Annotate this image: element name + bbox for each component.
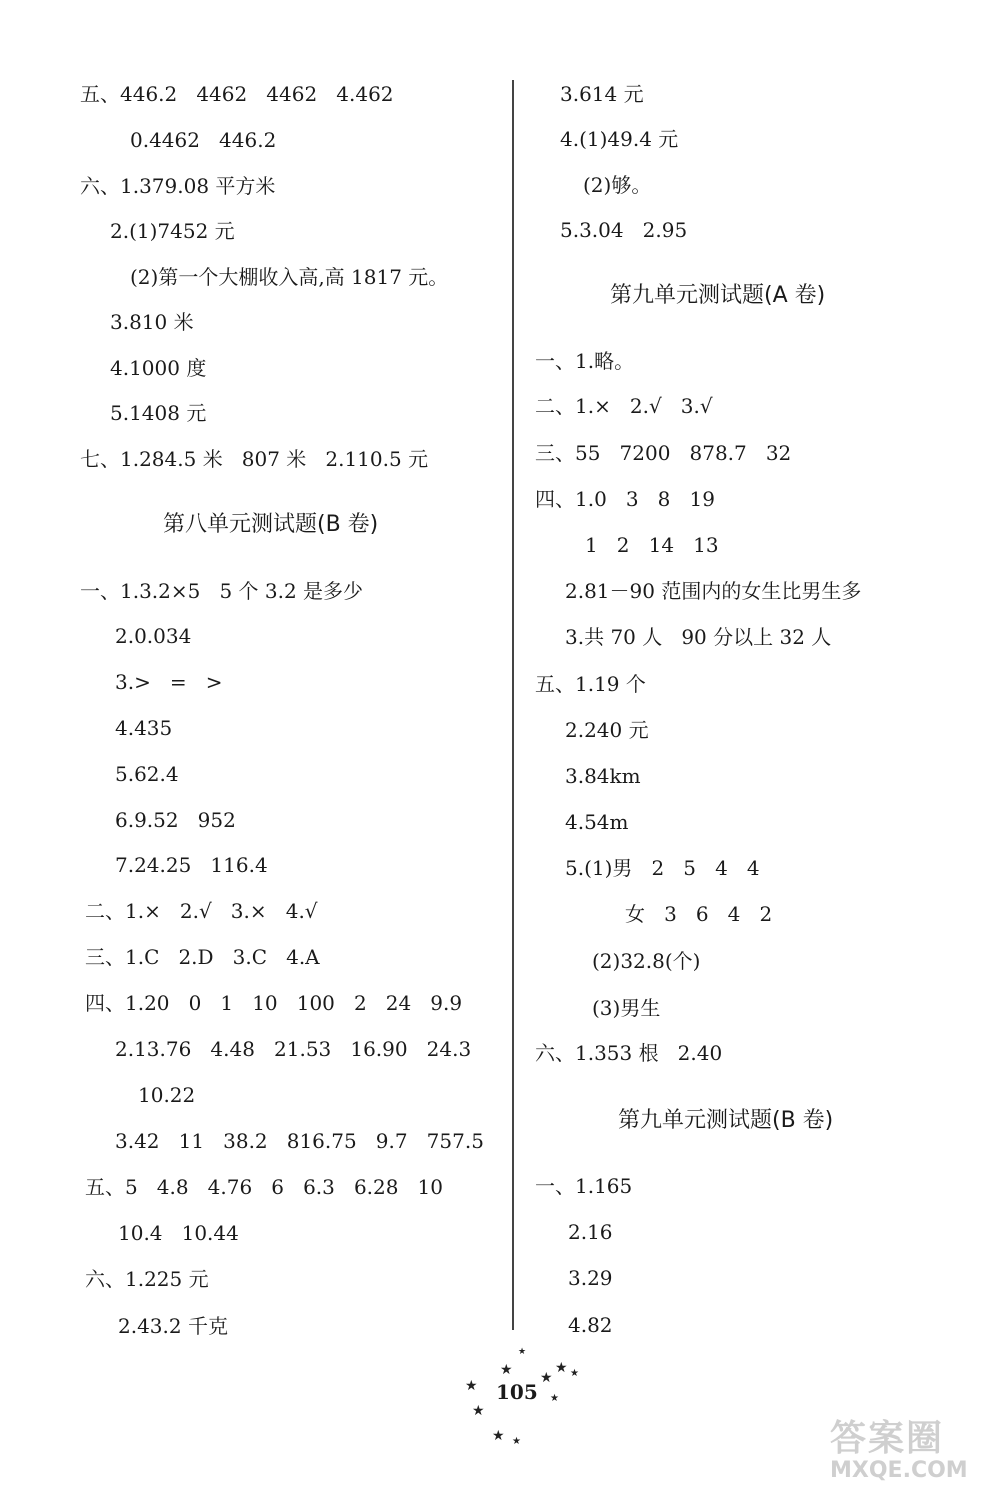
answer-line: 2.(1)7452 元: [110, 219, 235, 243]
answer-line: 2.81－90 范围内的女生比男生多: [565, 579, 862, 603]
watermark-url: MXQE.COM: [830, 1458, 968, 1483]
answer-line: 七、1.284.5 米 807 米 2.110.5 元: [80, 447, 429, 471]
answer-line: 2.13.76 4.48 21.53 16.90 24.3: [115, 1037, 472, 1061]
star-icon: ★: [472, 1403, 485, 1419]
answer-line: 4.82: [568, 1313, 613, 1337]
answer-line: 4.1000 度: [110, 356, 207, 380]
answer-line: 一、1.3.2×5 5 个 3.2 是多少: [80, 579, 364, 603]
section-heading: 第九单元测试题(A 卷): [610, 283, 826, 308]
answer-line: (2)够。: [583, 173, 652, 197]
answer-line: 3.614 元: [560, 82, 644, 106]
answer-line: 5.1408 元: [110, 401, 207, 425]
star-icon: ★: [492, 1428, 505, 1444]
answer-line: 3.共 70 人 90 分以上 32 人: [565, 625, 832, 649]
answer-line: 2.240 元: [565, 718, 649, 742]
answer-line: (2)第一个大棚收入高,高 1817 元。: [130, 265, 449, 289]
answer-line: 二、1.× 2.√ 3.√: [535, 394, 713, 418]
answer-line: 一、1.略。: [535, 349, 635, 373]
answer-line: 一、1.165: [535, 1174, 633, 1198]
answer-line: 四、1.20 0 1 10 100 2 24 9.9: [85, 991, 463, 1015]
answer-line: 7.24.25 116.4: [115, 853, 268, 877]
answer-line: 四、1.0 3 8 19: [535, 487, 715, 511]
answer-line: 2.0.034: [115, 624, 192, 648]
section-heading: 第九单元测试题(B 卷): [618, 1108, 834, 1133]
answer-line: 五、1.19 个: [535, 672, 646, 696]
answer-line: 二、1.× 2.√ 3.× 4.√: [85, 899, 318, 923]
answer-line: 女 3 6 4 2: [625, 902, 773, 926]
answer-line: 六、1.353 根 2.40: [535, 1041, 723, 1065]
answer-line: 三、1.C 2.D 3.C 4.A: [85, 945, 320, 969]
star-icon: ★: [512, 1436, 521, 1447]
answer-line: 10.4 10.44: [118, 1221, 239, 1245]
answer-line: 3.84km: [565, 764, 641, 788]
answer-line: 1 2 14 13: [585, 533, 719, 557]
answer-line: 5.(1)男 2 5 4 4: [565, 856, 760, 880]
star-icon: ★: [518, 1347, 527, 1357]
answer-line: 三、55 7200 878.7 32: [535, 441, 792, 465]
answer-line: (3)男生: [592, 996, 661, 1020]
answer-line: 六、1.379.08 平方米: [80, 174, 276, 198]
watermark-logo: 答案圈: [830, 1418, 945, 1459]
answer-line: 0.4462 446.2: [130, 128, 277, 152]
answer-line: 5.62.4: [115, 762, 179, 786]
section-heading: 第八单元测试题(B 卷): [163, 512, 379, 537]
star-icon: ★: [570, 1368, 579, 1379]
answer-line: 3.42 11 38.2 816.75 9.7 757.5: [115, 1129, 484, 1153]
column-divider: [512, 80, 514, 1330]
answer-line: 3.810 米: [110, 310, 194, 334]
answer-line: 4.54m: [565, 810, 629, 834]
star-icon: ★: [500, 1362, 513, 1378]
star-icon: ★: [540, 1370, 553, 1386]
answer-line: 3.29: [568, 1266, 613, 1290]
star-icon: ★: [555, 1360, 568, 1376]
answer-line: (2)32.8(个): [592, 949, 701, 973]
answer-line: 五、5 4.8 4.76 6 6.3 6.28 10: [85, 1175, 444, 1199]
star-icon: ★: [465, 1378, 478, 1394]
answer-line: 五、446.2 4462 4462 4.462: [80, 82, 394, 106]
answer-line: 6.9.52 952: [115, 808, 236, 832]
answer-line: 4.(1)49.4 元: [560, 127, 679, 151]
answer-line: 六、1.225 元: [85, 1267, 209, 1291]
answer-line: 3.> = >: [115, 670, 223, 694]
star-icon: ★: [550, 1393, 559, 1404]
page-number: 105: [496, 1380, 538, 1404]
answer-line: 2.16: [568, 1220, 613, 1244]
answer-line: 4.435: [115, 716, 173, 740]
answer-line: 10.22: [138, 1083, 196, 1107]
answer-line: 2.43.2 千克: [118, 1314, 228, 1338]
answer-line: 5.3.04 2.95: [560, 218, 688, 242]
